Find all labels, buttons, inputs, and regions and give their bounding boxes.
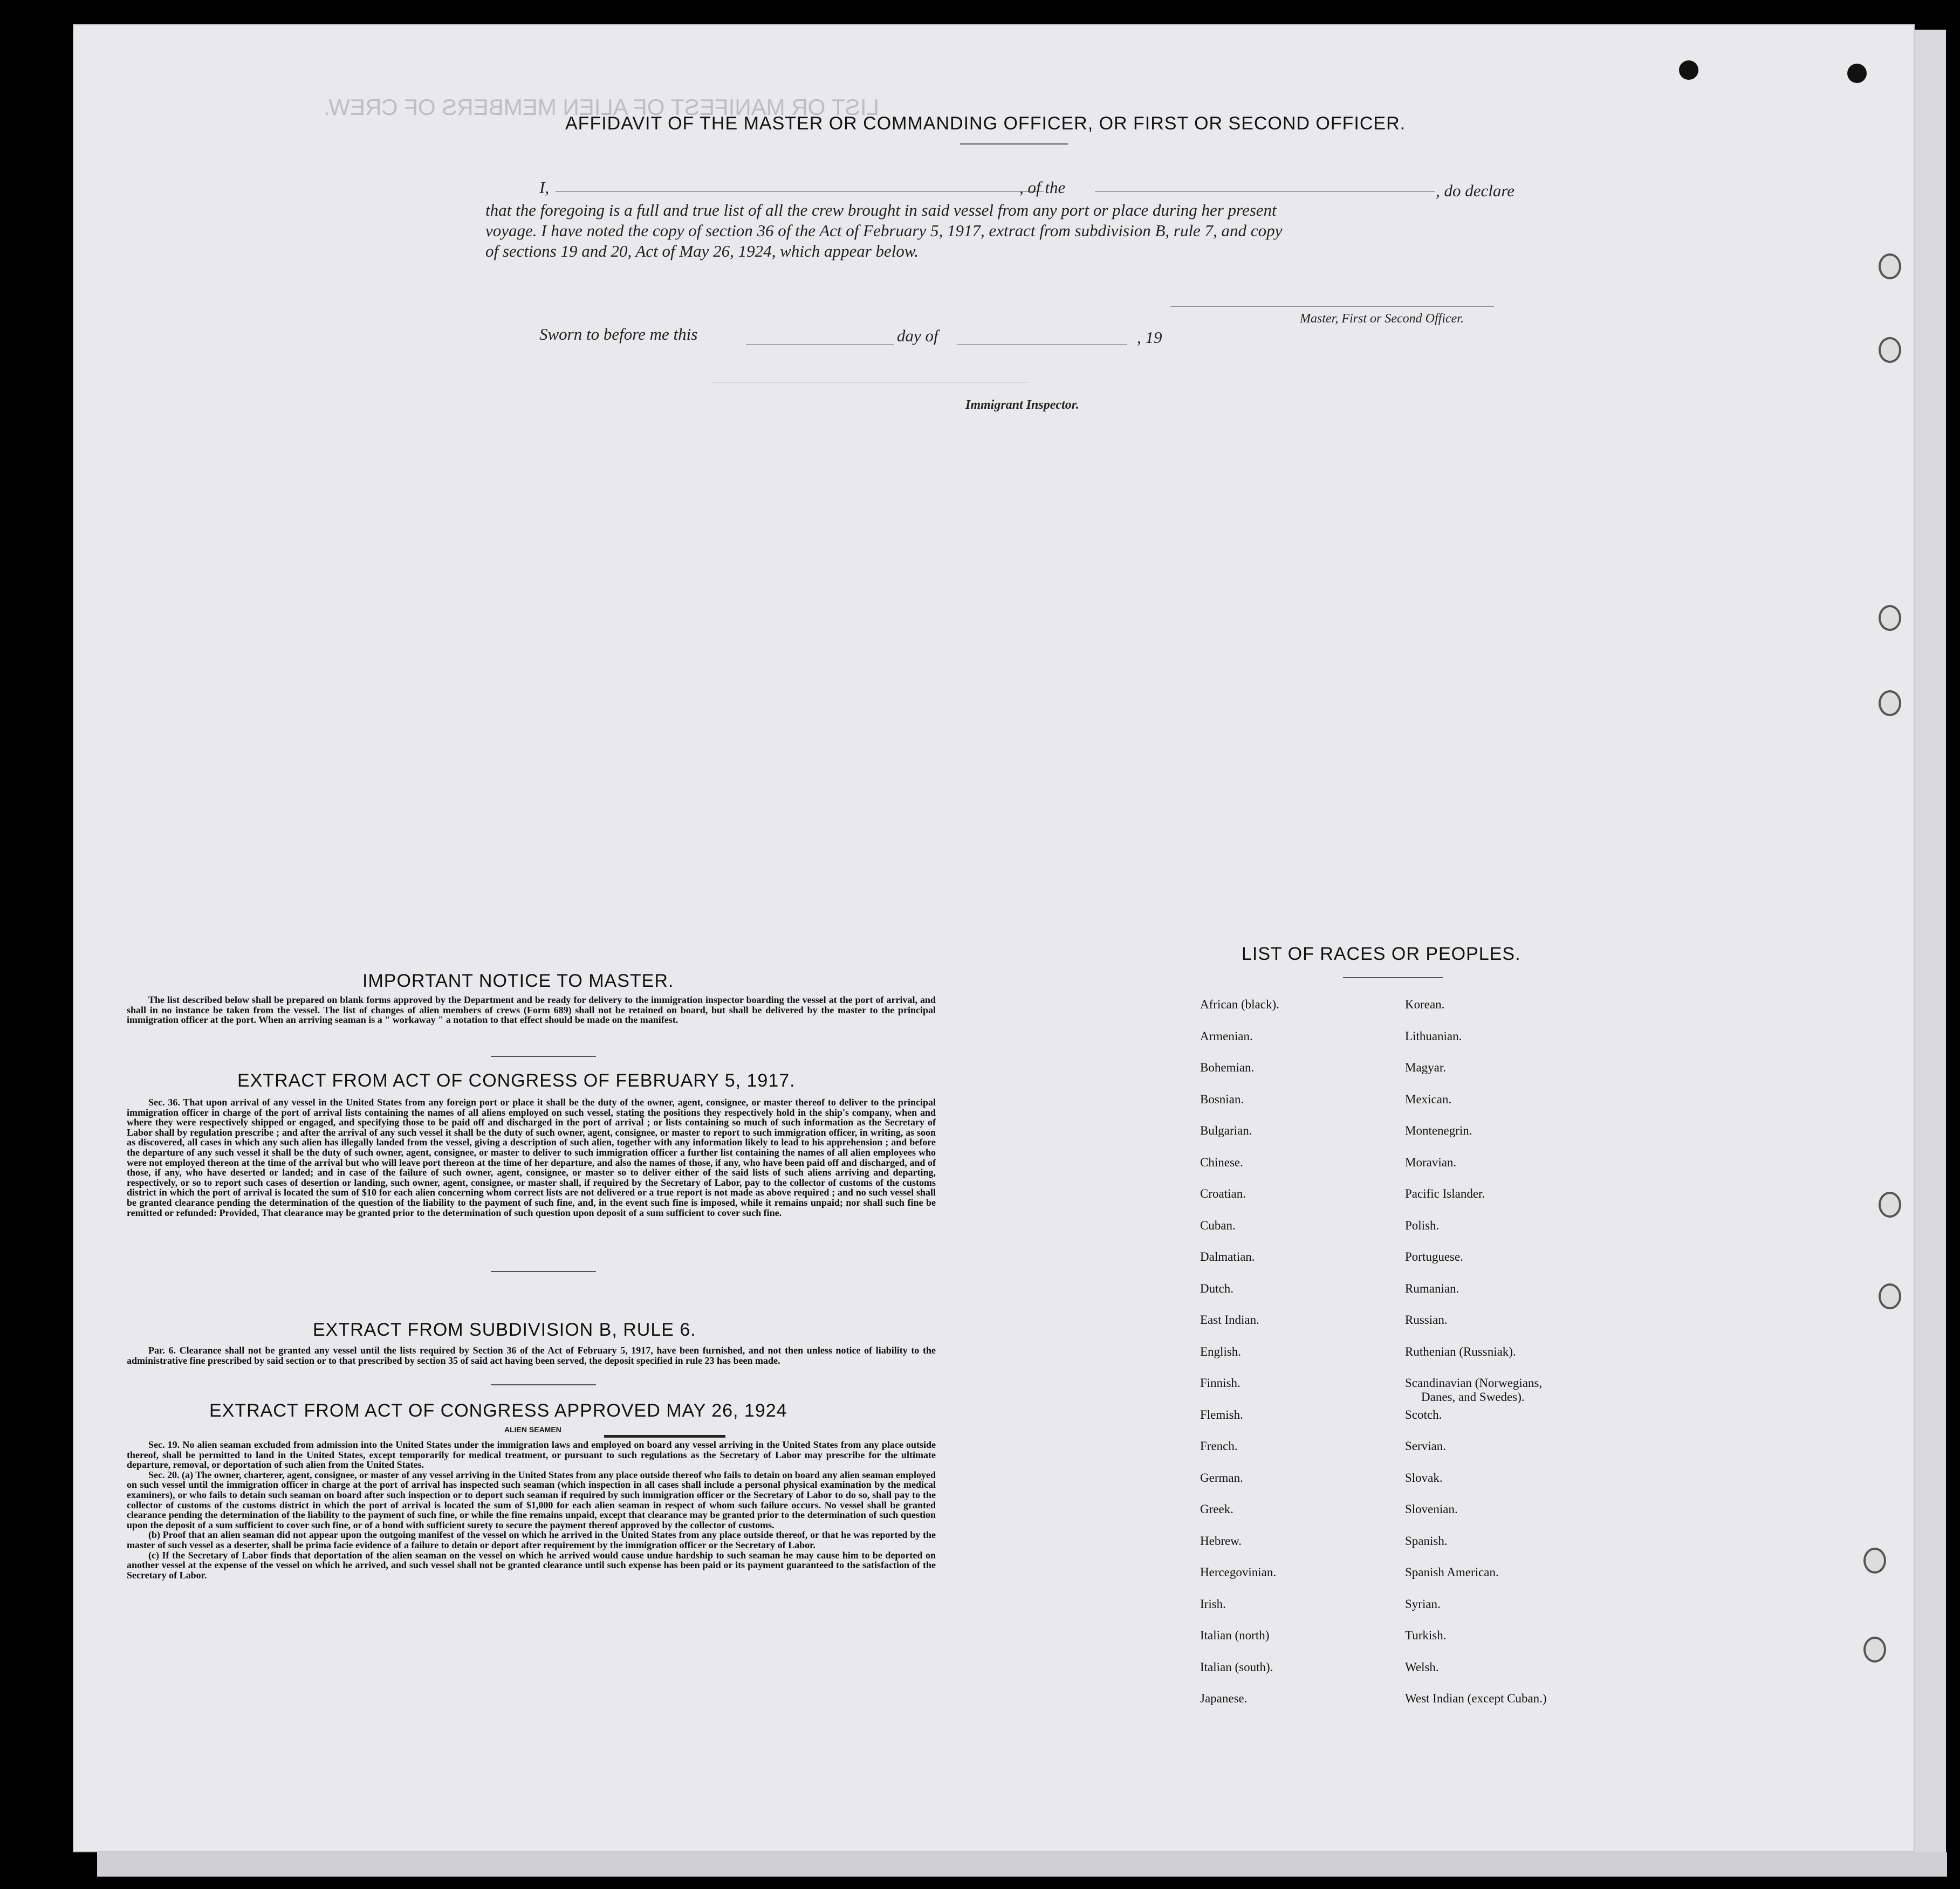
inspector-label: Immigrant Inspector. bbox=[965, 398, 1079, 412]
race-item: Armenian. bbox=[1200, 1029, 1253, 1043]
race-item: Chinese. bbox=[1200, 1155, 1243, 1169]
decorative-rule bbox=[604, 1435, 725, 1438]
race-item: Finnish. bbox=[1200, 1376, 1241, 1390]
race-item: Ruthenian (Russniak). bbox=[1405, 1344, 1516, 1358]
race-item: Italian (south). bbox=[1200, 1660, 1273, 1674]
sworn-end: , 19 bbox=[1137, 328, 1162, 347]
race-item: French. bbox=[1200, 1439, 1238, 1453]
race-item: Croatian. bbox=[1200, 1187, 1246, 1200]
race-item: Cuban. bbox=[1200, 1218, 1236, 1232]
section-label: Sec. 36. bbox=[148, 1097, 180, 1108]
race-item: Hercegovinian. bbox=[1200, 1565, 1277, 1579]
binder-ring-icon bbox=[1879, 1283, 1901, 1309]
affidavit-line3: voyage. I have noted the copy of section 36 of the Act of February 5, 1917, extract from subdivision B, rule 7, and copy bbox=[485, 221, 1283, 240]
race-item: Korean. bbox=[1405, 998, 1445, 1011]
race-item: East Indian. bbox=[1200, 1313, 1259, 1327]
section-body: (a) The owner, charterer, agent, consignee, or master of any vessel arriving in the United States from any place outside thereof who fails to detain on board any alien seaman employed on such vessel until the immigration officer in charge at the port of arrival has inspected such seaman (which inspection in all cases shall include a personal physical examination by the medical examiners), or who fails to detain such seaman on board after such inspection or to deport such seaman if required by such immigration officer or the Secretary of Labor to do so, shall pay to the collector of customs of the customs district in which the port of arrival is located the sum of $1,000 for each alien seaman in respect of whom such failure occurs. No vessel shall be granted clearance pending the determination of the liability to the payment of such fine, or while the fine remains unpaid, except that clearance may be granted prior to the determination of such question upon the deposit of a sum sufficient to cover such fine, or of a bond with sufficient surety to secure the payment thereof approved by the collector of customs. bbox=[127, 1469, 936, 1530]
sworn-mid: day of bbox=[897, 326, 938, 345]
binder-ring-icon bbox=[1879, 1192, 1901, 1218]
section-divider bbox=[491, 1056, 596, 1057]
title-underline bbox=[1343, 977, 1443, 978]
punch-hole-icon bbox=[1679, 60, 1698, 80]
race-item: Lithuanian. bbox=[1405, 1029, 1462, 1043]
officer-label: Master, First or Second Officer. bbox=[1300, 312, 1464, 326]
section-label: Sec. 20. bbox=[148, 1469, 180, 1480]
binder-ring-icon bbox=[1863, 1548, 1886, 1574]
affidavit-line4: of sections 19 and 20, Act of May 26, 1924, which appear below. bbox=[485, 242, 919, 260]
page-edge-bottom bbox=[97, 1852, 1947, 1877]
race-item: Portuguese. bbox=[1405, 1250, 1463, 1263]
binder-ring-icon bbox=[1879, 337, 1901, 363]
race-item: Bosnian. bbox=[1200, 1092, 1244, 1106]
race-item: Polish. bbox=[1405, 1218, 1440, 1232]
race-item: Montenegrin. bbox=[1405, 1124, 1472, 1137]
signature-line-officer[interactable] bbox=[1170, 306, 1494, 307]
race-item: Bulgarian. bbox=[1200, 1124, 1252, 1137]
affidavit-title: AFFIDAVIT OF THE MASTER OR COMMANDING OFFICER, OR FIRST OR SECOND OFFICER. bbox=[565, 113, 1406, 134]
binder-ring-icon bbox=[1863, 1637, 1886, 1663]
extract-1917-title: EXTRACT FROM ACT OF CONGRESS OF FEBRUARY 5, 1917. bbox=[237, 1070, 796, 1091]
race-item: African (black). bbox=[1200, 998, 1279, 1011]
race-item: Moravian. bbox=[1405, 1155, 1457, 1169]
race-item-continuation: Danes, and Swedes). bbox=[1421, 1390, 1525, 1404]
punch-hole-icon bbox=[1847, 64, 1867, 83]
rule6-title: EXTRACT FROM SUBDIVISION B, RULE 6. bbox=[313, 1320, 696, 1340]
fill-line-name[interactable] bbox=[556, 191, 1044, 192]
race-item: Magyar. bbox=[1405, 1061, 1447, 1074]
affidavit-line1-end: , do declare bbox=[1436, 181, 1515, 200]
race-item: German. bbox=[1200, 1471, 1243, 1485]
notice-title: IMPORTANT NOTICE TO MASTER. bbox=[362, 971, 674, 991]
race-item: Dutch. bbox=[1200, 1281, 1233, 1295]
fill-line-day[interactable] bbox=[746, 344, 894, 345]
race-item: Mexican. bbox=[1405, 1092, 1452, 1106]
race-item: Greek. bbox=[1200, 1502, 1233, 1516]
race-item: Flemish. bbox=[1200, 1407, 1243, 1421]
race-item: Dalmatian. bbox=[1200, 1250, 1255, 1263]
alien-seamen-subtitle: ALIEN SEAMEN bbox=[504, 1425, 561, 1434]
notice-text bbox=[127, 995, 936, 1025]
race-item: Irish. bbox=[1200, 1597, 1226, 1611]
fill-line-vessel[interactable] bbox=[1095, 191, 1435, 192]
rule6-text bbox=[127, 1345, 936, 1365]
section-body: (b) Proof that an alien seaman did not appear upon the outgoing manifest of the vessel on which he arrived in the United States from any place outside thereof, or that he was reported by the master of such vessel as a deserter, shall be prima facie evidence of a failure to detain or deport after requirement by the immigration officer or the Secretary of Labor. bbox=[127, 1529, 936, 1550]
race-item: Slovenian. bbox=[1405, 1502, 1458, 1516]
race-item: Hebrew. bbox=[1200, 1534, 1242, 1548]
affidavit-line1-mid: , of the bbox=[1019, 178, 1066, 197]
title-underline bbox=[960, 143, 1068, 145]
race-item: Welsh. bbox=[1405, 1660, 1439, 1674]
race-item: Russian. bbox=[1405, 1313, 1448, 1327]
affidavit-line1-start: I, bbox=[539, 178, 550, 197]
section-body: That upon arrival of any vessel in the United States from any foreign port or place it shall be the duty of the owner, agent, consignee, or master thereof to deliver to the principal immigration officer in charge of the port of arrival lists containing the names of all aliens employed on such vessel, stating the positions they respectively hold in the ship's company, when and where they were respectively shipped or engaged, and specifying those to be paid off and discharged in the port of arrival ; or lists containing so much of such information as the Secretary of Labor shall by regulation prescribe ; and after the arrival of any such vessel it shall be the duty of such owner, agent, consignee, or master to report to such immigration officer, in writing, as soon as discovered, all cases in which any such alien has illegally landed from the vessel, giving a description of such alien, together with any information likely to lead to his apprehension ; and before the departure of any such vessel it shall be the duty of such owner, agent, consignee, or master to deliver to such immigration officer a further list containing the names of all alien employees who were not employed thereon at the time of the arrival but who will leave port thereon at the time of her departure, and also the names of those, if any, who have been paid off and discharged, and of those, if any, who have deserted or landed; and in case of the failure of such owner, agent, consignee, or master so to deliver either of the said lists of such aliens arriving and departing, respectively, or so to report such cases of desertion or landing, such owner, agent, consignee, or master shall, if required by the Secretary of Labor, pay to the collector of customs of the customs district in which the port of arrival is located the sum of $10 for each alien concerning whom correct lists are not delivered or a true report is not made as above required ; and no such vessel shall be granted clearance pending the determination of the question of the liability to the payment of such fine, and, in the event such fine is imposed, while it remains unpaid; nor shall such fine be remitted or refunded: Provided, That clearance may be granted prior to the determination of such question upon deposit of a sum sufficient to cover such fine. bbox=[127, 1097, 936, 1218]
race-item: Italian (north) bbox=[1200, 1629, 1270, 1642]
section-divider bbox=[491, 1384, 596, 1385]
section-divider bbox=[491, 1271, 596, 1272]
binder-ring-icon bbox=[1879, 690, 1901, 716]
extract-1924-text bbox=[127, 1440, 936, 1580]
race-item: Syrian. bbox=[1405, 1597, 1441, 1611]
section-label: Sec. 19. bbox=[148, 1439, 180, 1450]
race-item: Japanese. bbox=[1200, 1692, 1248, 1705]
race-item: Slovak. bbox=[1405, 1471, 1443, 1485]
page-edge bbox=[1915, 30, 1946, 1863]
section-body: (c) If the Secretary of Labor finds that deportation of the alien seaman on the vessel on which he arrived would cause undue hardship to such seaman he may cause him to be deported on another vessel at the expense of the vessel on which he arrived, and such vessel shall not be granted clearance until such expense has been paid or its payment guaranteed to the satisfaction of the Secretary of Labor. bbox=[127, 1549, 936, 1581]
section-label: Par. 6. bbox=[148, 1345, 176, 1356]
extract-1924-title: EXTRACT FROM ACT OF CONGRESS APPROVED MAY 26, 1924 bbox=[209, 1400, 787, 1421]
races-title: LIST OF RACES OR PEOPLES. bbox=[1242, 944, 1521, 964]
race-item: Rumanian. bbox=[1405, 1281, 1459, 1295]
binder-ring-icon bbox=[1879, 253, 1901, 279]
race-item: Spanish. bbox=[1405, 1534, 1448, 1548]
races-list bbox=[1200, 998, 1621, 1723]
section-body: No alien seaman excluded from admission into the United States under the immigration laws and employed on board any vessel arriving in the United States from any place outside thereof, shall be permitted to land in the United States, except temporarily for medical treatment, or pursuant to such regulations as the Secretary of Labor may prescribe for the ultimate departure, removal, or deportation of such alien from the United States. bbox=[127, 1439, 936, 1471]
race-item-scandinavian bbox=[1405, 1376, 1621, 1408]
race-item: Spanish American. bbox=[1405, 1565, 1499, 1579]
race-item-label: Scandinavian (Norwegians, bbox=[1405, 1376, 1543, 1390]
race-item: Servian. bbox=[1405, 1439, 1447, 1453]
race-item: Pacific Islander. bbox=[1405, 1187, 1485, 1200]
race-item: Turkish. bbox=[1405, 1629, 1447, 1642]
affidavit-line2: that the foregoing is a full and true list of all the crew brought in said vessel from any port or place during her present bbox=[485, 201, 1277, 219]
binder-ring-icon bbox=[1879, 605, 1901, 631]
sworn-start: Sworn to before me this bbox=[539, 325, 698, 344]
race-item: Bohemian. bbox=[1200, 1061, 1255, 1074]
race-item: West Indian (except Cuban.) bbox=[1405, 1692, 1547, 1705]
race-item: English. bbox=[1200, 1344, 1242, 1358]
section-body: Clearance shall not be granted any vessel until the lists required by Section 36 of the Act of February 5, 1917, have been furnished, and not then unless notice of liability to the administrative fine prescribed by said section or to that prescribed by section 35 of said act having been served, the deposit specified in rule 23 has been made. bbox=[127, 1345, 936, 1366]
extract-1917-text bbox=[127, 1097, 936, 1218]
race-item: Scotch. bbox=[1405, 1407, 1442, 1421]
bleed-through: LIST OR MANIFEST OF ALIEN MEMBERS OF CREW. bbox=[324, 94, 879, 120]
fill-line-month[interactable] bbox=[957, 344, 1127, 345]
notice-paragraph: The list described below shall be prepared on blank forms approved by the Department and be ready for delivery to the immigration inspector boarding the vessel at the port of arrival, and shall in no instance be taken from the vessel. The list of changes of alien members of crews (Form 689) shall not be retained on board, but shall be delivered by the master to the principal immigration officer at the port. When an arriving seaman is a " workaway " a notation to that effect should be made on the manifest. bbox=[127, 994, 936, 1026]
